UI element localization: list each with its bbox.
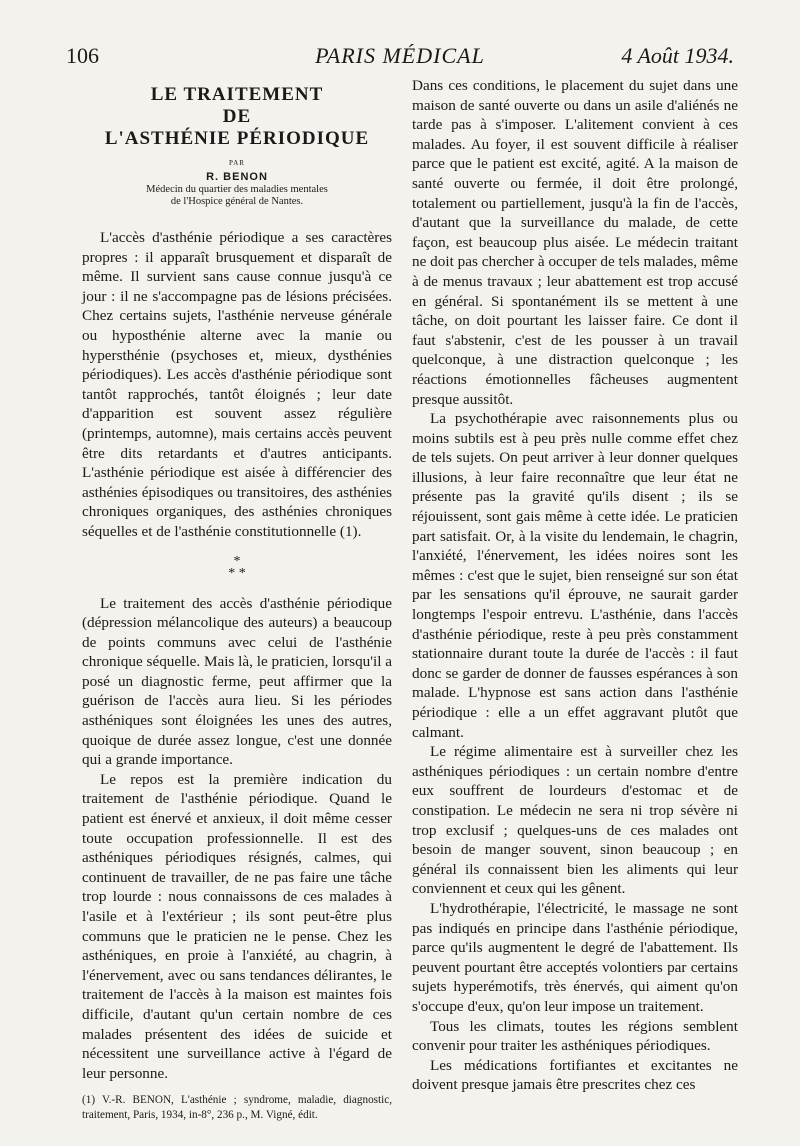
left-column xyxy=(82,84,392,1123)
right-column xyxy=(412,76,738,1095)
paragraph: Le régime alimentaire est à surveiller chez les asthéniques périodiques : un certain nombre d'entre eux souffrent de lourdeurs d'estomac et de constipation. Le médecin ne sera ni trop sévère ni trop exclusif ; quelques-uns de ces malades ont besoin de manger souvent, sinon beaucoup ; en général ils connaissent bien les aliments qui leur conviennent et ceux qui les gênent. xyxy=(412,743,738,898)
article-header xyxy=(82,84,392,208)
paragraph: Le traitement des accès d'asthénie périodique (dépression mélancolique des auteurs) a beaucoup de points communs avec celui de l'asthénie chronique séquelle. Mais là, le praticien, lorsqu'il a posé un diagnostic ferme, peut affirmer que la guérison de l'accès aura lieu. Si les périodes asthéniques sont éloignées les unes des autres, quoique de durée assez longue, c'est une donnée qui a grande importance. xyxy=(82,594,392,769)
article-title-line-2: DE xyxy=(222,106,252,127)
paragraph: La psychothérapie avec raisonnements plus ou moins subtils est à peu près nulle comme effet chez de tels sujets. On peut arriver à leur donner quelques illusions, à leur faire reconnaître que leur état ne présente pas la gravité qu'ils disent ; ils se réjouissent, sont gais même à cette idée. Le praticien part satisfait. Or, à la visite du lendemain, le chagrin, l'anxiété, l'énervement, les idées noires sont les mêmes : c'est que le sujet, bien renseigné sur son état par les sensations qu'il éprouve, ne saurait garder longtemps l'espoir entrevu. L'asthénie, dans l'accès d'asthénie périodique, reste à peu près constamment stationnaire durant toute la durée de l'accès : il faut donc se garder de donner de fausses espérances à son malade. L'hypnose est sans action dans l'asthénie périodique : elle a un effet aggravant plutôt que calmant. xyxy=(412,410,738,741)
byline-par: PAR xyxy=(229,159,245,167)
author-affiliation-line-2: de l'Hospice général de Nantes. xyxy=(170,196,304,207)
paragraph: Dans ces conditions, le placement du sujet dans une maison de santé ouverte ou dans un asile d'aliénés ne tarde pas à s'imposer. L'alitement convient à ces malades. Au foyer, il est souvent difficile à réaliser parce que le patient est excité, agité. A la maison de santé ouverte ou fermée, il doit être prolongé, totalement ou partiellement, jusqu'à la fin de l'accès, d'autant que la surveillance du malade, de cette façon, est beaucoup plus aisée. Le médecin traitant ne doit pas chercher à occuper de tels malades, même à de menus travaux ; leur abattement est trop accusé en général. Si spontanément ils se mettent à une tâche, on doit pourtant les laisser faire. Ce dont il faut s'abstenir, c'est de les pousser à un travail quelconque, à une distraction quelconque ; les réactions émotionnelles fâcheuses augmentent presque aussitôt. xyxy=(412,77,738,408)
article-title-line-1: LE TRAITEMENT xyxy=(150,84,324,105)
paragraph: Le repos est la première indication du traitement de l'asthénie périodique. Quand le patient est énervé et anxieux, il doit même cesser toute occupation professionnelle. Il est des asthéniques périodiques résignés, calmes, qui continuent de travailler, de ne pas faire une tâche trop lourde : nous connaissons de ces malades à l'asile et à l'extérieur ; ils sont peut-être plus communs que le praticien ne le pense. Chez les asthéniques, en proie à l'anxiété, au chagrin, à l'énervement, avec ou sans tendances délirantes, le traitement de l'accès à la maison est maintes fois difficile, d'autant qu'un certain nombre de ces malades présentent des idées de suicide et nécessitent une surveillance active à l'égard de leur personne. xyxy=(82,770,392,1082)
footnote: (1) V.-R. BENON, L'asthénie ; syndrome, maladie, diagnostic, traitement, Paris, 1934, in-8°, 236 p., M. Vigné, édit. xyxy=(82,1094,392,1122)
page-number: 106 xyxy=(66,43,99,68)
article-title-line-3: L'ASTHÉNIE PÉRIODIQUE xyxy=(104,128,370,149)
asterism-bottom: * * xyxy=(228,565,246,581)
paragraph: Les médications fortifiantes et excitantes ne doivent presque jamais être prescrites chez ces xyxy=(412,1056,738,1094)
author-name: R. BENON xyxy=(206,171,268,183)
paragraph: L'accès d'asthénie périodique a ses caractères propres : il apparaît brusquement et disparaît de même. Il survient sans cause connue jusqu'à ce jour : il ne s'accompagne pas de lésions précisées. Chez certains sujets, l'asthénie nerveuse générale ou hyposthénie alterne avec la manie ou hypersthénie (psychoses et, mieux, dysthénies périodiques). Les accès d'asthénie périodique sont tantôt rapprochés, tantôt éloignés ; leur date d'apparition est souvent assez régulière (printemps, automne), mais certains accès peuvent être dits retardants et d'autres anticipants. L'asthénie périodique est aisée à différencier des asthénies épisodiques ou transitoires, des asthénies chroniques organiques, des asthénies chroniques séquelles et de l'asthénie constitutionnelle (1). xyxy=(82,229,392,540)
section-break-asterism xyxy=(82,553,392,581)
paragraph: L'hydrothérapie, l'électricité, le massage ne sont pas indiqués en principe dans l'asthénie périodique, parce qu'ils augmentent le degré de l'abattement. Ils peuvent pourtant être acceptés volontiers par certains sujets hyperémotifs, très énervés, qui aiment qu'on s'occupe d'eux, qu'on leur impose un traitement. xyxy=(412,899,738,1015)
journal-title: PARIS MÉDICAL xyxy=(315,43,485,68)
author-affiliation-line-1: Médecin du quartier des maladies mentales xyxy=(146,184,328,195)
asterism-top: * xyxy=(233,553,241,569)
issue-date: 4 Août 1934. xyxy=(621,43,734,68)
paragraph: Tous les climats, toutes les régions semblent convenir pour traiter les asthéniques périodiques. xyxy=(412,1017,738,1055)
